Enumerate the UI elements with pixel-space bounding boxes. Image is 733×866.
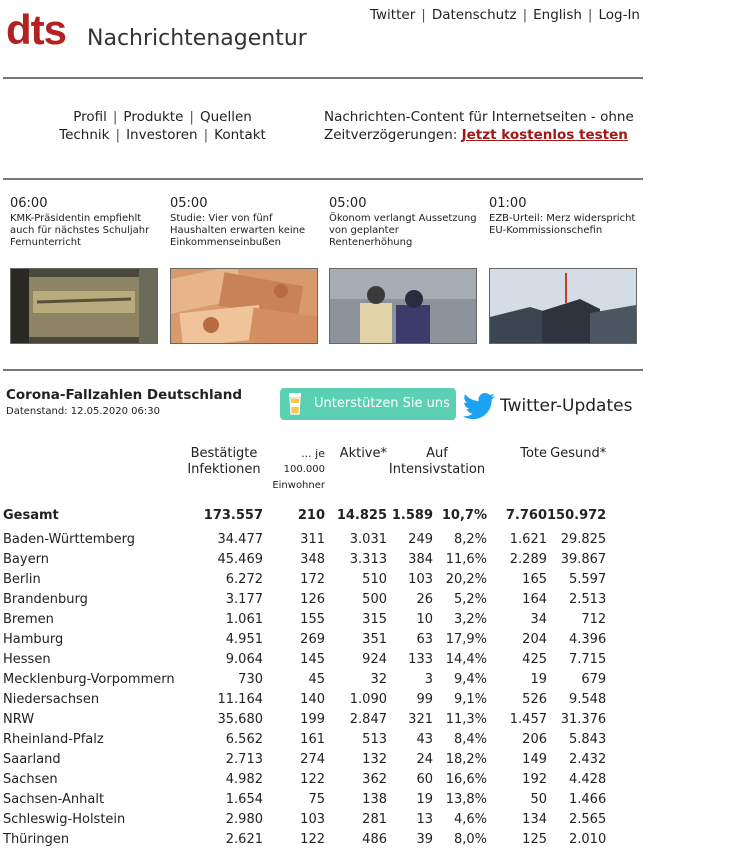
nav-kontakt[interactable]: Kontakt bbox=[214, 127, 266, 143]
cell-recovered: 2.513 bbox=[569, 592, 607, 607]
cell-confirmed: 4.951 bbox=[225, 632, 263, 647]
table-row bbox=[3, 730, 606, 750]
cell-icu: 39 bbox=[416, 832, 433, 847]
header-confirmed bbox=[185, 446, 263, 502]
cell-confirmed: 2.621 bbox=[225, 832, 263, 847]
cell-confirmed: 11.164 bbox=[217, 692, 263, 707]
cell-recovered: 39.867 bbox=[560, 552, 607, 567]
table-row-total bbox=[3, 502, 606, 530]
table-row bbox=[3, 790, 606, 810]
cell-icu-percent: 10,7% bbox=[441, 508, 487, 523]
cell-recovered: 679 bbox=[581, 672, 607, 687]
nav-produkte[interactable]: Produkte bbox=[123, 109, 184, 125]
cell-per-100k: 145 bbox=[300, 652, 325, 667]
cell-deaths: 1.621 bbox=[509, 532, 547, 547]
news-thumbnail-kultusministerium[interactable] bbox=[10, 268, 158, 344]
row-name: Berlin bbox=[3, 572, 41, 587]
cell-deaths: 164 bbox=[522, 592, 547, 607]
cell-icu: 103 bbox=[408, 572, 433, 587]
cell-recovered: 4.396 bbox=[569, 632, 607, 647]
corona-table bbox=[3, 446, 606, 850]
news-title[interactable]: EZB-Urteil: Merz widerspricht EU-Kommissionschefin bbox=[489, 213, 636, 236]
nav-investoren[interactable]: Investoren bbox=[126, 127, 198, 143]
cell-icu-percent: 18,2% bbox=[445, 752, 487, 767]
cell-active: 510 bbox=[362, 572, 387, 587]
row-name: Brandenburg bbox=[3, 592, 88, 607]
cell-icu-percent: 8,0% bbox=[453, 832, 487, 847]
cell-confirmed: 1.061 bbox=[225, 612, 263, 627]
row-name: NRW bbox=[3, 712, 35, 727]
twitter-updates-link[interactable] bbox=[463, 391, 632, 421]
cell-confirmed: 173.557 bbox=[203, 508, 263, 523]
cell-confirmed: 4.982 bbox=[225, 772, 263, 787]
cell-icu-percent: 5,2% bbox=[453, 592, 487, 607]
cell-active: 132 bbox=[362, 752, 387, 767]
cell-per-100k: 45 bbox=[308, 672, 325, 687]
news-time: 01:00 bbox=[489, 196, 527, 211]
row-name: Hamburg bbox=[3, 632, 64, 647]
cell-per-100k: 274 bbox=[300, 752, 325, 767]
kultusministerium-sign-image bbox=[11, 269, 157, 343]
elderly-couple-image bbox=[330, 269, 476, 343]
nav-profil[interactable]: Profil bbox=[73, 109, 107, 125]
cell-recovered: 150.972 bbox=[547, 508, 607, 523]
cell-icu: 384 bbox=[408, 552, 433, 567]
english-link[interactable]: English bbox=[533, 7, 582, 23]
header-confirmed-line1: Bestätigte bbox=[190, 446, 258, 461]
cell-active: 281 bbox=[362, 812, 387, 827]
cell-deaths: 204 bbox=[522, 632, 547, 647]
cell-active: 500 bbox=[362, 592, 387, 607]
cell-per-100k: 122 bbox=[300, 832, 325, 847]
cell-per-100k: 75 bbox=[308, 792, 325, 807]
cell-recovered: 7.715 bbox=[569, 652, 607, 667]
cell-icu: 99 bbox=[416, 692, 433, 707]
cell-recovered: 5.843 bbox=[569, 732, 607, 747]
cell-active: 3.031 bbox=[349, 532, 387, 547]
cell-per-100k: 122 bbox=[300, 772, 325, 787]
header-icu-line1: Auf bbox=[426, 446, 448, 461]
cell-icu: 43 bbox=[416, 732, 433, 747]
news-time: 05:00 bbox=[329, 196, 367, 211]
nav-technik[interactable]: Technik bbox=[59, 127, 110, 143]
cell-deaths: 149 bbox=[522, 752, 547, 767]
header-active: Aktive* bbox=[339, 446, 387, 461]
support-button[interactable] bbox=[280, 388, 456, 420]
cell-per-100k: 172 bbox=[300, 572, 325, 587]
separator: | bbox=[522, 7, 528, 23]
cell-active: 362 bbox=[362, 772, 387, 787]
cell-per-100k: 103 bbox=[300, 812, 325, 827]
header-recovered: Gesund* bbox=[550, 446, 607, 461]
cell-per-100k: 199 bbox=[300, 712, 325, 727]
news-item[interactable] bbox=[10, 196, 160, 249]
login-link[interactable]: Log-In bbox=[598, 7, 640, 23]
promo-text: Nachrichten-Content für Internetseiten - ohne Zeitverzögerungen: bbox=[324, 109, 634, 143]
cell-recovered: 31.376 bbox=[560, 712, 607, 727]
separator: | bbox=[587, 7, 593, 23]
cell-confirmed: 3.177 bbox=[225, 592, 263, 607]
cell-icu: 3 bbox=[424, 672, 433, 687]
separator: | bbox=[203, 127, 209, 143]
cell-active: 1.090 bbox=[349, 692, 387, 707]
dts-logo[interactable]: dts bbox=[6, 6, 66, 53]
cell-active: 14.825 bbox=[336, 508, 387, 523]
divider bbox=[3, 77, 643, 79]
agency-title: Nachrichtenagentur bbox=[87, 26, 307, 51]
euro-banknotes-image bbox=[171, 269, 317, 343]
cell-icu-percent: 9,1% bbox=[453, 692, 487, 707]
cell-icu-percent: 9,4% bbox=[453, 672, 487, 687]
cell-deaths: 50 bbox=[530, 792, 547, 807]
cell-icu-percent: 8,4% bbox=[453, 732, 487, 747]
row-name: Saarland bbox=[3, 752, 61, 767]
cell-recovered: 4.428 bbox=[569, 772, 607, 787]
cell-active: 513 bbox=[362, 732, 387, 747]
row-name: Sachsen-Anhalt bbox=[3, 792, 105, 807]
main-nav bbox=[40, 108, 285, 144]
cell-icu-percent: 11,3% bbox=[445, 712, 487, 727]
cell-active: 486 bbox=[362, 832, 387, 847]
row-name: Gesamt bbox=[3, 508, 59, 523]
cell-deaths: 7.760 bbox=[505, 508, 547, 523]
cell-deaths: 206 bbox=[522, 732, 547, 747]
cell-recovered: 9.548 bbox=[569, 692, 607, 707]
cell-active: 315 bbox=[362, 612, 387, 627]
cell-per-100k: 126 bbox=[300, 592, 325, 607]
cell-deaths: 134 bbox=[522, 812, 547, 827]
table-row bbox=[3, 630, 606, 650]
table-row bbox=[3, 750, 606, 770]
cell-icu: 133 bbox=[408, 652, 433, 667]
cell-recovered: 2.010 bbox=[569, 832, 607, 847]
table-row bbox=[3, 810, 606, 830]
promo-box bbox=[324, 108, 644, 144]
table-row bbox=[3, 690, 606, 710]
cell-deaths: 125 bbox=[522, 832, 547, 847]
cell-recovered: 29.825 bbox=[560, 532, 607, 547]
cell-confirmed: 35.680 bbox=[217, 712, 263, 727]
table-row bbox=[3, 590, 606, 610]
cell-icu: 60 bbox=[416, 772, 433, 787]
nav-quellen[interactable]: Quellen bbox=[199, 109, 252, 125]
cell-active: 924 bbox=[362, 652, 387, 667]
cell-icu: 10 bbox=[416, 612, 433, 627]
cell-icu-percent: 20,2% bbox=[445, 572, 487, 587]
coffee-cup-icon bbox=[287, 392, 303, 416]
cell-per-100k: 311 bbox=[300, 532, 325, 547]
cell-deaths: 2.289 bbox=[509, 552, 547, 567]
row-name: Mecklenburg-Vorpommern bbox=[3, 672, 175, 687]
cell-confirmed: 6.272 bbox=[225, 572, 263, 587]
table-row bbox=[3, 530, 606, 550]
cell-icu-percent: 11,6% bbox=[445, 552, 487, 567]
row-name: Thüringen bbox=[3, 832, 70, 847]
cell-deaths: 19 bbox=[530, 672, 547, 687]
header-per-sub1: 100.000 bbox=[283, 464, 325, 475]
cell-per-100k: 161 bbox=[300, 732, 325, 747]
separator: | bbox=[112, 109, 118, 125]
cell-recovered: 2.565 bbox=[569, 812, 607, 827]
news-thumbnail-rente[interactable] bbox=[329, 268, 477, 344]
news-thumbnail-euro[interactable] bbox=[170, 268, 318, 344]
cell-confirmed: 730 bbox=[238, 672, 263, 687]
cell-deaths: 425 bbox=[522, 652, 547, 667]
cell-confirmed: 6.562 bbox=[225, 732, 263, 747]
corona-date: Datenstand: 12.05.2020 06:30 bbox=[6, 406, 160, 417]
twitter-bird-icon bbox=[463, 393, 495, 419]
cell-confirmed: 2.713 bbox=[225, 752, 263, 767]
cell-icu: 13 bbox=[416, 812, 433, 827]
cell-recovered: 1.466 bbox=[569, 792, 607, 807]
cell-per-100k: 140 bbox=[300, 692, 325, 707]
news-item[interactable] bbox=[329, 196, 479, 249]
cell-active: 32 bbox=[370, 672, 387, 687]
header-confirmed-line2: Infektionen bbox=[187, 462, 261, 477]
news-item[interactable] bbox=[489, 196, 639, 237]
table-row bbox=[3, 570, 606, 590]
news-title[interactable]: Ökonom verlangt Aussetzung von geplanter Rentenerhöhung bbox=[329, 213, 477, 248]
header-per: ... je bbox=[301, 447, 325, 460]
header-per-sub2: Einwohner bbox=[272, 480, 325, 491]
news-thumbnail-ezb[interactable] bbox=[489, 268, 637, 344]
header-per-100k bbox=[263, 446, 325, 502]
table-row bbox=[3, 770, 606, 790]
cell-deaths: 526 bbox=[522, 692, 547, 707]
twitter-updates-label: Twitter-Updates bbox=[500, 396, 633, 416]
cell-active: 351 bbox=[362, 632, 387, 647]
row-name: Sachsen bbox=[3, 772, 58, 787]
cell-recovered: 5.597 bbox=[569, 572, 607, 587]
ecb-tower-image bbox=[490, 269, 636, 343]
cell-icu: 63 bbox=[416, 632, 433, 647]
cell-icu-percent: 4,6% bbox=[453, 812, 487, 827]
cell-recovered: 2.432 bbox=[569, 752, 607, 767]
cell-icu-percent: 14,4% bbox=[445, 652, 487, 667]
cell-icu: 26 bbox=[416, 592, 433, 607]
cell-icu: 249 bbox=[408, 532, 433, 547]
cell-deaths: 165 bbox=[522, 572, 547, 587]
table-header-row bbox=[3, 446, 606, 502]
row-name: Bayern bbox=[3, 552, 49, 567]
news-item[interactable] bbox=[170, 196, 320, 249]
cell-icu: 321 bbox=[408, 712, 433, 727]
cell-per-100k: 269 bbox=[300, 632, 325, 647]
row-name: Hessen bbox=[3, 652, 51, 667]
table-row bbox=[3, 670, 606, 690]
news-time: 05:00 bbox=[170, 196, 208, 211]
cell-per-100k: 210 bbox=[297, 508, 325, 523]
cell-icu-percent: 17,9% bbox=[445, 632, 487, 647]
twitter-link[interactable]: Twitter bbox=[370, 7, 416, 23]
row-name: Niedersachsen bbox=[3, 692, 100, 707]
divider bbox=[3, 369, 643, 371]
news-title[interactable]: KMK-Präsidentin empfiehlt auch für nächstes Schuljahr Fernunterricht bbox=[10, 213, 150, 248]
cell-per-100k: 155 bbox=[300, 612, 325, 627]
datenschutz-link[interactable]: Datenschutz bbox=[431, 7, 517, 23]
cell-recovered: 712 bbox=[581, 612, 607, 627]
cell-confirmed: 9.064 bbox=[225, 652, 263, 667]
cell-confirmed: 45.469 bbox=[217, 552, 263, 567]
cell-confirmed: 1.654 bbox=[225, 792, 263, 807]
news-time: 06:00 bbox=[10, 196, 48, 211]
table-row bbox=[3, 830, 606, 850]
table-row bbox=[3, 710, 606, 730]
free-trial-link[interactable]: Jetzt kostenlos testen bbox=[461, 127, 628, 143]
table-row bbox=[3, 610, 606, 630]
header-deaths: Tote bbox=[520, 446, 547, 461]
cell-icu-percent: 16,6% bbox=[445, 772, 487, 787]
cell-per-100k: 348 bbox=[300, 552, 325, 567]
header-icu-line2: Intensivstation bbox=[388, 462, 486, 477]
top-links bbox=[370, 7, 640, 23]
cell-active: 138 bbox=[362, 792, 387, 807]
cell-icu-percent: 3,2% bbox=[453, 612, 487, 627]
cell-confirmed: 34.477 bbox=[217, 532, 263, 547]
cell-icu: 1.589 bbox=[391, 508, 433, 523]
separator: | bbox=[189, 109, 194, 125]
table-row bbox=[3, 650, 606, 670]
row-name: Bremen bbox=[3, 612, 54, 627]
cell-deaths: 192 bbox=[522, 772, 547, 787]
cell-deaths: 34 bbox=[530, 612, 547, 627]
separator: | bbox=[421, 7, 426, 23]
cell-confirmed: 2.980 bbox=[225, 812, 263, 827]
separator: | bbox=[115, 127, 121, 143]
header-icu bbox=[387, 446, 487, 502]
cell-icu-percent: 8,2% bbox=[453, 532, 487, 547]
header-region bbox=[3, 446, 185, 502]
cell-icu: 24 bbox=[416, 752, 433, 767]
support-label: Unterstützen Sie uns bbox=[314, 396, 450, 411]
row-name: Baden-Württemberg bbox=[3, 532, 135, 547]
table-row bbox=[3, 550, 606, 570]
row-name: Schleswig-Holstein bbox=[3, 812, 126, 827]
cell-deaths: 1.457 bbox=[509, 712, 547, 727]
cell-active: 3.313 bbox=[349, 552, 387, 567]
cell-icu: 19 bbox=[416, 792, 433, 807]
corona-title: Corona-Fallzahlen Deutschland bbox=[6, 387, 242, 403]
divider bbox=[3, 178, 643, 180]
news-title[interactable]: Studie: Vier von fünf Haushalten erwarten keine Einkommenseinbußen bbox=[170, 213, 306, 248]
cell-icu-percent: 13,8% bbox=[445, 792, 487, 807]
cell-active: 2.847 bbox=[349, 712, 387, 727]
row-name: Rheinland-Pfalz bbox=[3, 732, 104, 747]
